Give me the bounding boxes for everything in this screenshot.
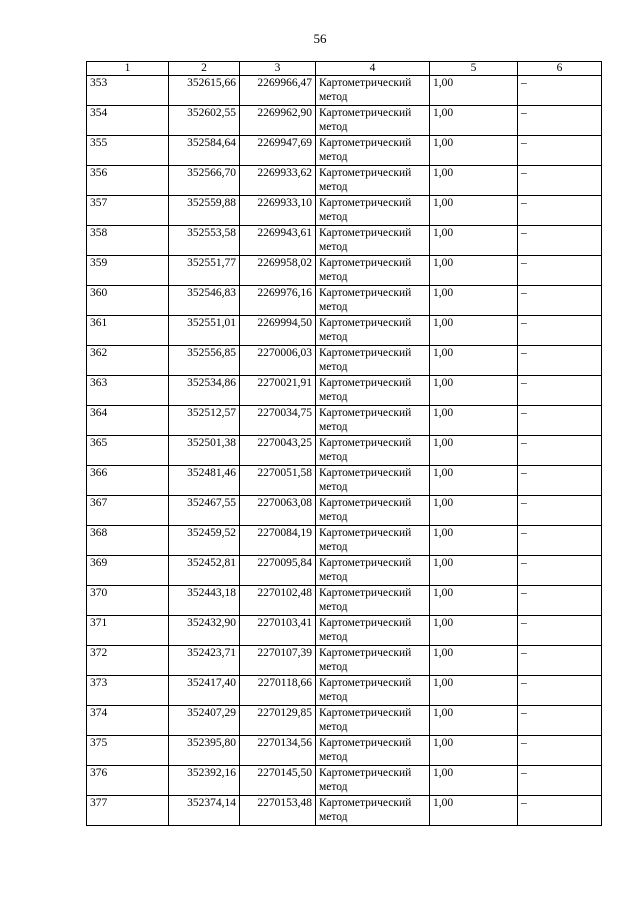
x-coordinate-cell: 352417,40 xyxy=(169,676,240,706)
table-row xyxy=(87,526,602,556)
method-cell: Картометрический метод xyxy=(316,436,430,466)
y-coordinate-cell: 2270153,48 xyxy=(240,796,316,826)
method-cell: Картометрический метод xyxy=(316,646,430,676)
error-cell: 1,00 xyxy=(430,676,518,706)
y-coordinate-cell: 2269994,50 xyxy=(240,316,316,346)
error-cell: 1,00 xyxy=(430,496,518,526)
y-coordinate-cell: 2270034,75 xyxy=(240,406,316,436)
note-cell: – xyxy=(518,556,602,586)
x-coordinate-cell: 352432,90 xyxy=(169,616,240,646)
note-cell: – xyxy=(518,376,602,406)
note-cell: – xyxy=(518,646,602,676)
method-cell: Картометрический метод xyxy=(316,196,430,226)
method-cell: Картометрический метод xyxy=(316,166,430,196)
method-cell: Картометрический метод xyxy=(316,346,430,376)
error-cell: 1,00 xyxy=(430,706,518,736)
column-header: 3 xyxy=(240,62,316,76)
method-cell: Картометрический метод xyxy=(316,136,430,166)
table-row xyxy=(87,556,602,586)
note-cell: – xyxy=(518,436,602,466)
point-number-cell: 369 xyxy=(87,556,169,586)
error-cell: 1,00 xyxy=(430,766,518,796)
error-cell: 1,00 xyxy=(430,346,518,376)
y-coordinate-cell: 2269958,02 xyxy=(240,256,316,286)
point-number-cell: 365 xyxy=(87,436,169,466)
error-cell: 1,00 xyxy=(430,466,518,496)
method-cell: Картометрический метод xyxy=(316,106,430,136)
note-cell: – xyxy=(518,406,602,436)
y-coordinate-cell: 2270145,50 xyxy=(240,766,316,796)
x-coordinate-cell: 352602,55 xyxy=(169,106,240,136)
y-coordinate-cell: 2270043,25 xyxy=(240,436,316,466)
note-cell: – xyxy=(518,616,602,646)
note-cell: – xyxy=(518,526,602,556)
y-coordinate-cell: 2270021,91 xyxy=(240,376,316,406)
column-header: 6 xyxy=(518,62,602,76)
note-cell: – xyxy=(518,496,602,526)
y-coordinate-cell: 2270102,48 xyxy=(240,586,316,616)
table-row xyxy=(87,166,602,196)
error-cell: 1,00 xyxy=(430,436,518,466)
table-row xyxy=(87,646,602,676)
x-coordinate-cell: 352501,38 xyxy=(169,436,240,466)
point-number-cell: 362 xyxy=(87,346,169,376)
note-cell: – xyxy=(518,256,602,286)
note-cell: – xyxy=(518,466,602,496)
method-cell: Картометрический метод xyxy=(316,766,430,796)
x-coordinate-cell: 352459,52 xyxy=(169,526,240,556)
point-number-cell: 358 xyxy=(87,226,169,256)
error-cell: 1,00 xyxy=(430,256,518,286)
point-number-cell: 373 xyxy=(87,676,169,706)
point-number-cell: 363 xyxy=(87,376,169,406)
method-cell: Картометрический метод xyxy=(316,256,430,286)
note-cell: – xyxy=(518,346,602,376)
table-row xyxy=(87,226,602,256)
column-header: 4 xyxy=(316,62,430,76)
point-number-cell: 360 xyxy=(87,286,169,316)
note-cell: – xyxy=(518,736,602,766)
y-coordinate-cell: 2269966,47 xyxy=(240,76,316,106)
method-cell: Картометрический метод xyxy=(316,76,430,106)
x-coordinate-cell: 352553,58 xyxy=(169,226,240,256)
point-number-cell: 370 xyxy=(87,586,169,616)
x-coordinate-cell: 352374,14 xyxy=(169,796,240,826)
point-number-cell: 357 xyxy=(87,196,169,226)
table-row xyxy=(87,736,602,766)
point-number-cell: 372 xyxy=(87,646,169,676)
y-coordinate-cell: 2270129,85 xyxy=(240,706,316,736)
error-cell: 1,00 xyxy=(430,646,518,676)
y-coordinate-cell: 2270118,66 xyxy=(240,676,316,706)
y-coordinate-cell: 2270103,41 xyxy=(240,616,316,646)
table-row xyxy=(87,106,602,136)
error-cell: 1,00 xyxy=(430,76,518,106)
error-cell: 1,00 xyxy=(430,406,518,436)
x-coordinate-cell: 352566,70 xyxy=(169,166,240,196)
error-cell: 1,00 xyxy=(430,196,518,226)
method-cell: Картометрический метод xyxy=(316,526,430,556)
y-coordinate-cell: 2270134,56 xyxy=(240,736,316,766)
point-number-cell: 366 xyxy=(87,466,169,496)
note-cell: – xyxy=(518,196,602,226)
y-coordinate-cell: 2270107,39 xyxy=(240,646,316,676)
note-cell: – xyxy=(518,316,602,346)
point-number-cell: 368 xyxy=(87,526,169,556)
note-cell: – xyxy=(518,166,602,196)
point-number-cell: 376 xyxy=(87,766,169,796)
method-cell: Картометрический метод xyxy=(316,706,430,736)
x-coordinate-cell: 352551,01 xyxy=(169,316,240,346)
y-coordinate-cell: 2270095,84 xyxy=(240,556,316,586)
error-cell: 1,00 xyxy=(430,106,518,136)
point-number-cell: 361 xyxy=(87,316,169,346)
method-cell: Картометрический метод xyxy=(316,736,430,766)
note-cell: – xyxy=(518,106,602,136)
table-row xyxy=(87,76,602,106)
x-coordinate-cell: 352452,81 xyxy=(169,556,240,586)
table-body xyxy=(87,76,602,826)
y-coordinate-cell: 2269947,69 xyxy=(240,136,316,166)
error-cell: 1,00 xyxy=(430,286,518,316)
note-cell: – xyxy=(518,586,602,616)
point-number-cell: 355 xyxy=(87,136,169,166)
x-coordinate-cell: 352423,71 xyxy=(169,646,240,676)
column-header: 5 xyxy=(430,62,518,76)
x-coordinate-cell: 352443,18 xyxy=(169,586,240,616)
error-cell: 1,00 xyxy=(430,136,518,166)
point-number-cell: 353 xyxy=(87,76,169,106)
method-cell: Картометрический метод xyxy=(316,286,430,316)
y-coordinate-cell: 2269933,10 xyxy=(240,196,316,226)
table-row xyxy=(87,436,602,466)
x-coordinate-cell: 352512,57 xyxy=(169,406,240,436)
x-coordinate-cell: 352615,66 xyxy=(169,76,240,106)
point-number-cell: 356 xyxy=(87,166,169,196)
y-coordinate-cell: 2269943,61 xyxy=(240,226,316,256)
method-cell: Картометрический метод xyxy=(316,586,430,616)
table-row xyxy=(87,256,602,286)
point-number-cell: 374 xyxy=(87,706,169,736)
error-cell: 1,00 xyxy=(430,316,518,346)
note-cell: – xyxy=(518,706,602,736)
error-cell: 1,00 xyxy=(430,586,518,616)
method-cell: Картометрический метод xyxy=(316,466,430,496)
table-row xyxy=(87,466,602,496)
x-coordinate-cell: 352467,55 xyxy=(169,496,240,526)
table-row xyxy=(87,196,602,226)
method-cell: Картометрический метод xyxy=(316,676,430,706)
table-row xyxy=(87,346,602,376)
method-cell: Картометрический метод xyxy=(316,406,430,436)
table-row xyxy=(87,616,602,646)
note-cell: – xyxy=(518,76,602,106)
table-row xyxy=(87,676,602,706)
table-header-row xyxy=(87,62,602,76)
table-row xyxy=(87,766,602,796)
x-coordinate-cell: 352559,88 xyxy=(169,196,240,226)
y-coordinate-cell: 2270063,08 xyxy=(240,496,316,526)
x-coordinate-cell: 352551,77 xyxy=(169,256,240,286)
coordinates-table xyxy=(86,61,602,826)
point-number-cell: 375 xyxy=(87,736,169,766)
y-coordinate-cell: 2269962,90 xyxy=(240,106,316,136)
point-number-cell: 367 xyxy=(87,496,169,526)
table-row xyxy=(87,316,602,346)
error-cell: 1,00 xyxy=(430,616,518,646)
note-cell: – xyxy=(518,676,602,706)
point-number-cell: 359 xyxy=(87,256,169,286)
table-row xyxy=(87,796,602,826)
table-row xyxy=(87,586,602,616)
point-number-cell: 377 xyxy=(87,796,169,826)
table-row xyxy=(87,406,602,436)
table-row xyxy=(87,706,602,736)
error-cell: 1,00 xyxy=(430,556,518,586)
y-coordinate-cell: 2270084,19 xyxy=(240,526,316,556)
error-cell: 1,00 xyxy=(430,736,518,766)
note-cell: – xyxy=(518,796,602,826)
method-cell: Картометрический метод xyxy=(316,496,430,526)
method-cell: Картометрический метод xyxy=(316,556,430,586)
x-coordinate-cell: 352584,64 xyxy=(169,136,240,166)
error-cell: 1,00 xyxy=(430,226,518,256)
note-cell: – xyxy=(518,766,602,796)
x-coordinate-cell: 352481,46 xyxy=(169,466,240,496)
column-header: 1 xyxy=(87,62,169,76)
error-cell: 1,00 xyxy=(430,376,518,406)
y-coordinate-cell: 2270051,58 xyxy=(240,466,316,496)
error-cell: 1,00 xyxy=(430,166,518,196)
x-coordinate-cell: 352546,83 xyxy=(169,286,240,316)
point-number-cell: 364 xyxy=(87,406,169,436)
table-row xyxy=(87,286,602,316)
x-coordinate-cell: 352395,80 xyxy=(169,736,240,766)
point-number-cell: 371 xyxy=(87,616,169,646)
x-coordinate-cell: 352407,29 xyxy=(169,706,240,736)
y-coordinate-cell: 2269976,16 xyxy=(240,286,316,316)
note-cell: – xyxy=(518,226,602,256)
method-cell: Картометрический метод xyxy=(316,796,430,826)
table-row xyxy=(87,136,602,166)
table-row xyxy=(87,376,602,406)
method-cell: Картометрический метод xyxy=(316,316,430,346)
y-coordinate-cell: 2269933,62 xyxy=(240,166,316,196)
x-coordinate-cell: 352556,85 xyxy=(169,346,240,376)
column-header: 2 xyxy=(169,62,240,76)
method-cell: Картометрический метод xyxy=(316,226,430,256)
note-cell: – xyxy=(518,286,602,316)
method-cell: Картометрический метод xyxy=(316,376,430,406)
error-cell: 1,00 xyxy=(430,526,518,556)
x-coordinate-cell: 352392,16 xyxy=(169,766,240,796)
y-coordinate-cell: 2270006,03 xyxy=(240,346,316,376)
point-number-cell: 354 xyxy=(87,106,169,136)
x-coordinate-cell: 352534,86 xyxy=(169,376,240,406)
note-cell: – xyxy=(518,136,602,166)
error-cell: 1,00 xyxy=(430,796,518,826)
page-number: 56 xyxy=(313,31,327,46)
method-cell: Картометрический метод xyxy=(316,616,430,646)
table-row xyxy=(87,496,602,526)
